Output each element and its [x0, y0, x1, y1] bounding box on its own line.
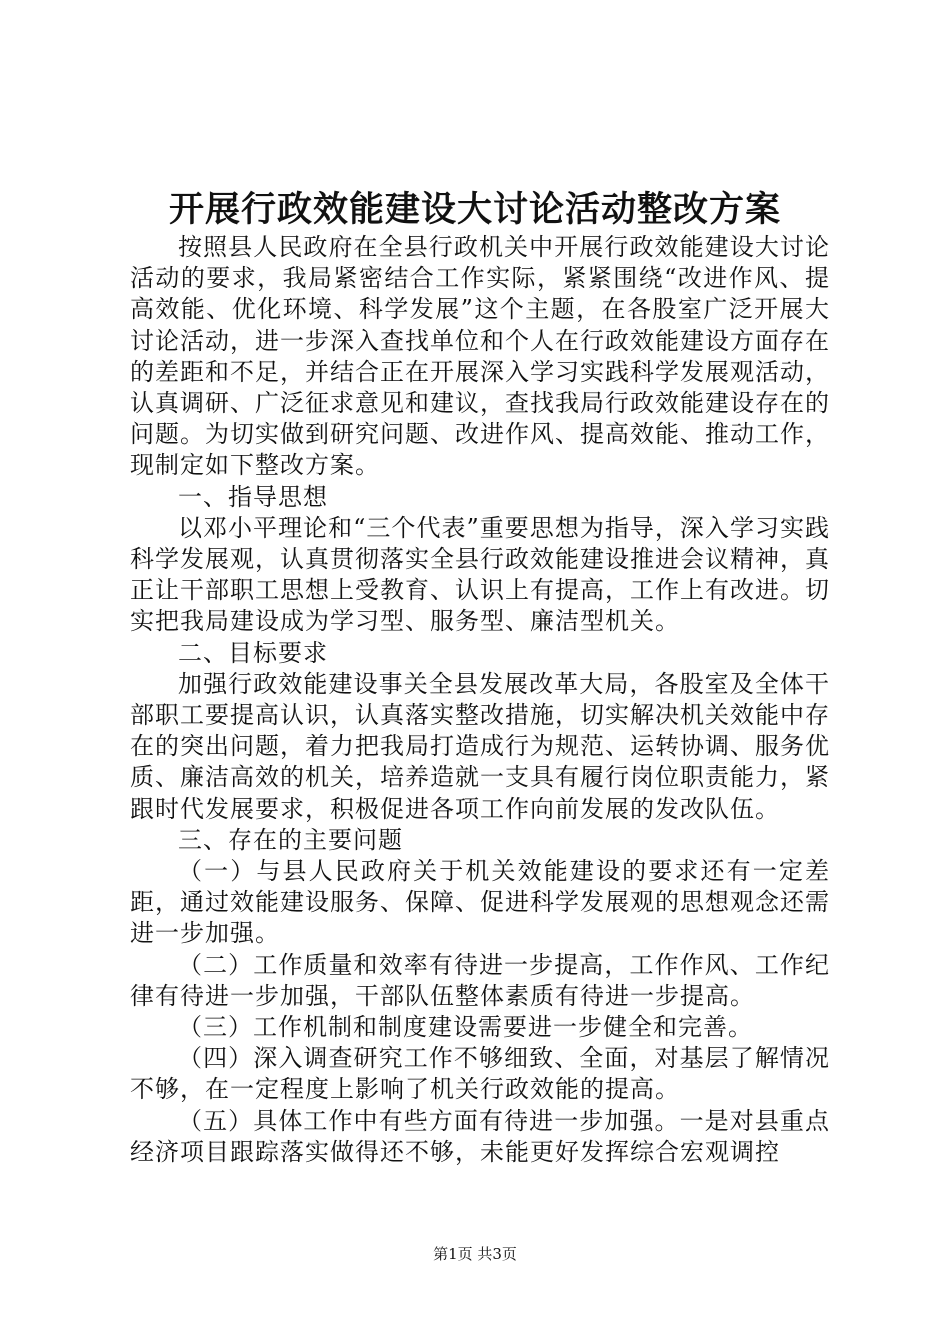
page-footer: 第1页 共3页 [433, 1245, 517, 1263]
document-title: 开展行政效能建设大讨论活动整改方案 [168, 189, 781, 230]
section-heading-problems: 三、存在的主要问题 [178, 825, 403, 854]
paragraph-goals: 加强行政效能建设事关全县发展改革大局，各股室及全体干部职工要提高认识，认真落实整改措施，切实解决机关效能中存在的突出问题，着力把我局打造成行为规范、运转协调、服务优质、廉洁高效的机关，培养造就一支具有履行岗位职责能力，紧跟时代发展要求，积极促进各项工作向前发展的发改队伍。 [130, 669, 830, 823]
paragraph-intro: 按照县人民政府在全县行政机关中开展行政效能建设大讨论活动的要求，我局紧密结合工作实际，紧紧围绕“改进作风、提高效能、优化环境、科学发展”这个主题，在各股室广泛开展大讨论活动，进一步深入查找单位和个人在行政效能建设方面存在的差距和不足，并结合正在开展深入学习实践科学发展观活动，认真调研、广泛征求意见和建议，查找我局行政效能建设存在的问题。为切实做到研究问题、改进作风、提高效能、推动工作，现制定如下整改方案。 [130, 233, 830, 480]
paragraph-problem-5: （五）具体工作中有些方面有待进一步加强。一是对县重点经济项目跟踪落实做得还不够，未能更好发挥综合宏观调控 [130, 1106, 830, 1166]
paragraph-problem-2: （二）工作质量和效率有待进一步提高，工作作风、工作纪律有待进一步加强，干部队伍整体素质有待进一步提高。 [130, 950, 830, 1010]
section-heading-guiding-ideology: 一、指导思想 [178, 482, 328, 511]
paragraph-guiding-ideology: 以邓小平理论和“三个代表”重要思想为指导，深入学习实践科学发展观，认真贯彻落实全县行政效能建设推进会议精神，真正让干部职工思想上受教育、认识上有提高，工作上有改进。切实把我局建设成为学习型、服务型、廉洁型机关。 [130, 513, 830, 636]
paragraph-problem-4: （四）深入调查研究工作不够细致、全面，对基层了解情况不够，在一定程度上影响了机关行政效能的提高。 [130, 1044, 830, 1104]
section-heading-goals: 二、目标要求 [178, 638, 328, 667]
paragraph-problem-3: （三）工作机制和制度建设需要进一步健全和完善。 [178, 1013, 753, 1042]
paragraph-problem-1: （一）与县人民政府关于机关效能建设的要求还有一定差距，通过效能建设服务、保障、促进科学发展观的思想观念还需进一步加强。 [130, 857, 830, 948]
document-body [130, 232, 830, 1168]
